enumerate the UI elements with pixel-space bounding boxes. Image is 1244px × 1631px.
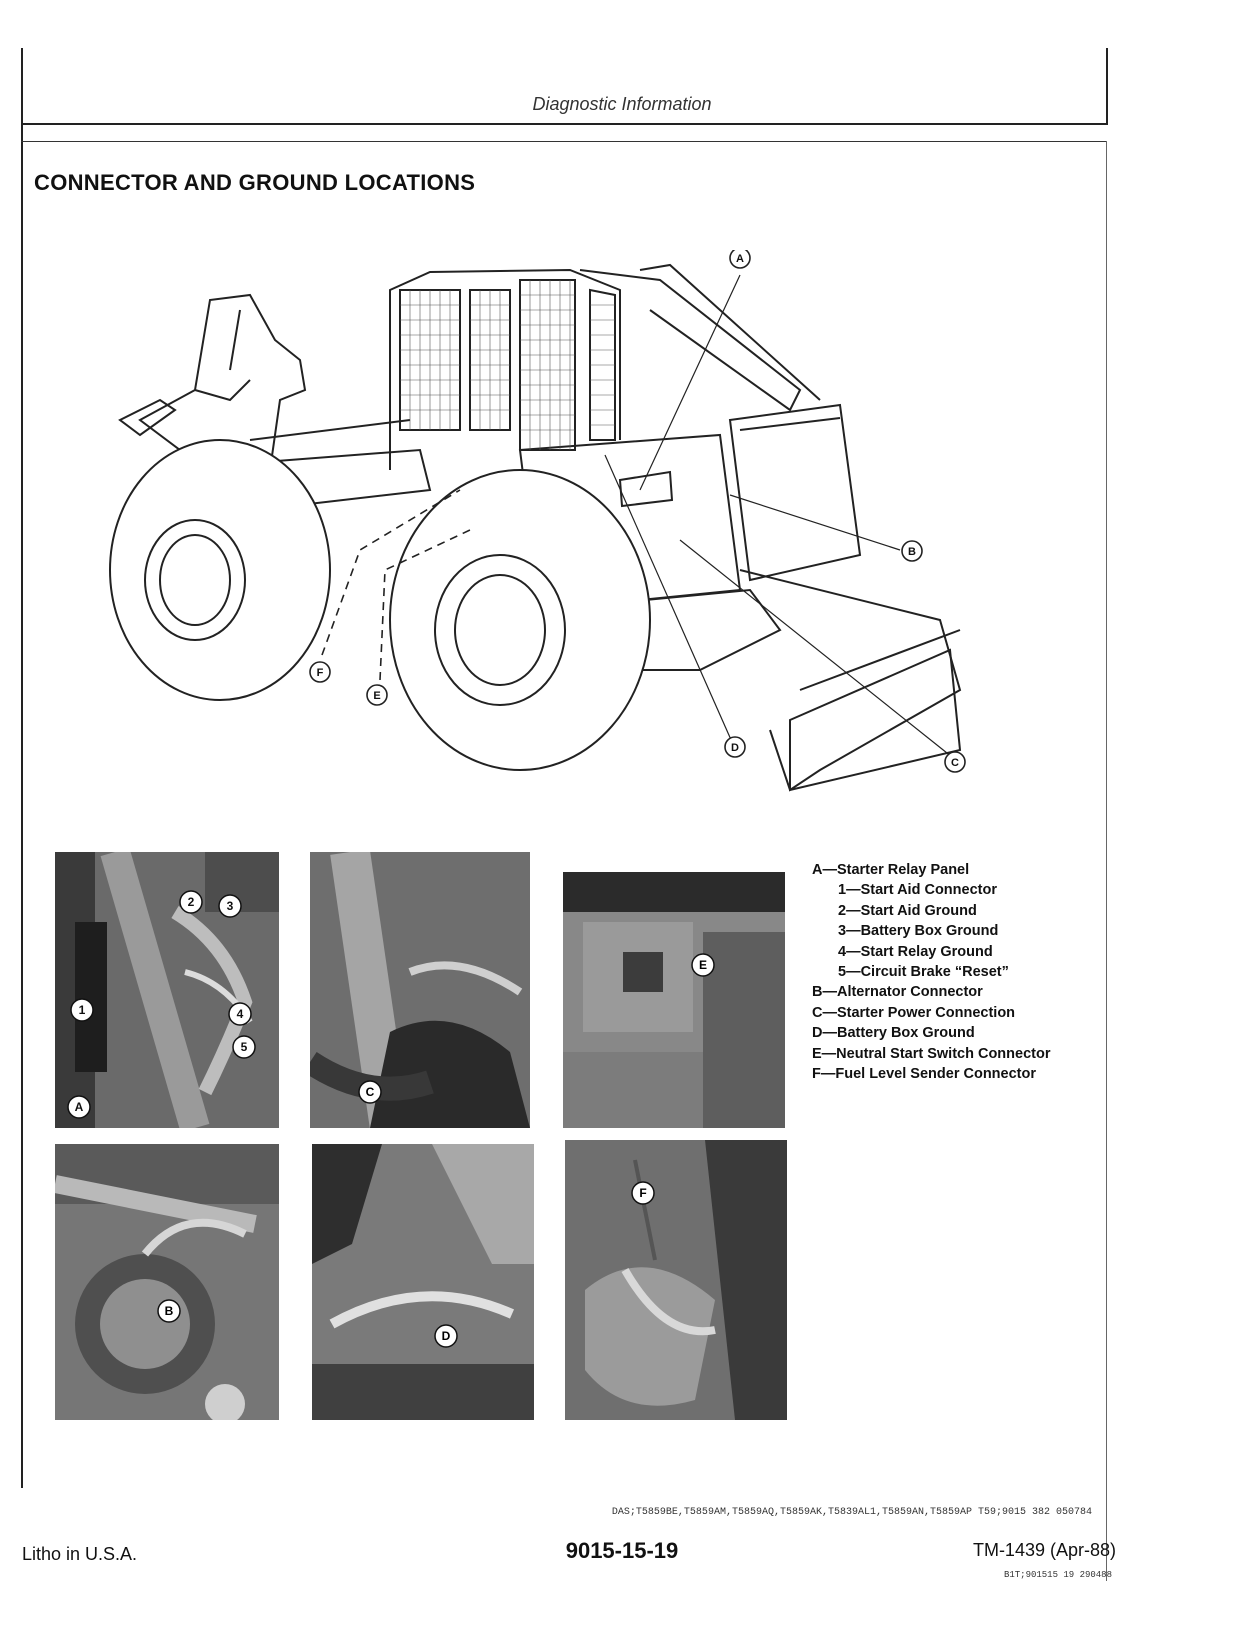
legend-item-2: 2—Start Aid Ground: [838, 902, 977, 919]
photo-fuel-level-sender: [565, 1140, 787, 1420]
header-rule: [21, 123, 1108, 125]
legend-item-e: E—Neutral Start Switch Connector: [812, 1045, 1051, 1062]
legend-item-f: F—Fuel Level Sender Connector: [812, 1066, 1036, 1083]
legend-item-d: D—Battery Box Ground: [812, 1025, 975, 1042]
legend-item-a: A—Starter Relay Panel: [812, 862, 970, 878]
footer-litho: Litho in U.S.A.: [22, 1544, 138, 1564]
source-reference: DAS;T5859BE,T5859AM,T5859AQ,T5859AK,T5839AL1,T5859AN,T5859AP T59;9015 382 050784: [611, 1507, 1092, 1518]
photo-alternator-connector: [55, 1144, 279, 1420]
footer-code: B1T;901515 19 290488: [1003, 1570, 1112, 1580]
callout-b-label: B: [908, 546, 916, 558]
photo6-label-f: F: [639, 1186, 647, 1200]
callout-e-label: E: [373, 690, 381, 702]
photo5-label-d: D: [441, 1329, 451, 1343]
legend-item-1: 1—Start Aid Connector: [838, 882, 997, 899]
photo-starter-power-connection: [310, 852, 530, 1128]
page-frame-left: [21, 48, 23, 1488]
photo4-label-b: B: [164, 1304, 174, 1318]
content-frame-right: [1106, 141, 1107, 1581]
photo1-label-2: 2: [187, 895, 195, 909]
page-number: 9015-15-19: [565, 1538, 679, 1563]
photo1-label-1: 1: [78, 1003, 86, 1017]
legend-item-5: 5—Circuit Brake “Reset”: [838, 964, 1009, 981]
legend-item-4: 4—Start Relay Ground: [838, 943, 993, 960]
photo3-label-e: E: [698, 958, 708, 972]
callout-a-label: A: [736, 253, 744, 265]
photo-battery-box-ground: [312, 1144, 534, 1420]
photo1-label-3: 3: [226, 899, 234, 913]
section-header: Diagnostic Information: [532, 94, 712, 114]
photo1-label-5: 5: [240, 1040, 248, 1054]
photo1-label-4: 4: [236, 1007, 244, 1021]
photo1-label-a: A: [74, 1100, 84, 1114]
callout-f-label: F: [316, 667, 324, 679]
callout-legend: [812, 860, 1050, 1084]
manual-id: TM-1439 (Apr-88): [972, 1540, 1116, 1560]
page-title: CONNECTOR AND GROUND LOCATIONS: [34, 170, 476, 195]
photo-starter-relay-panel: [55, 852, 279, 1128]
content-rule: [21, 141, 1106, 142]
legend-item-3: 3—Battery Box Ground: [838, 923, 999, 940]
callout-c-label: C: [951, 757, 959, 769]
photo-neutral-start-switch: [563, 872, 785, 1128]
skidder-illustration: [100, 250, 1020, 850]
legend-item-c: C—Starter Power Connection: [812, 1004, 1016, 1021]
legend-item-b: B—Alternator Connector: [812, 984, 983, 1001]
photo2-label-c: C: [365, 1085, 375, 1099]
callout-d-label: D: [731, 742, 739, 754]
